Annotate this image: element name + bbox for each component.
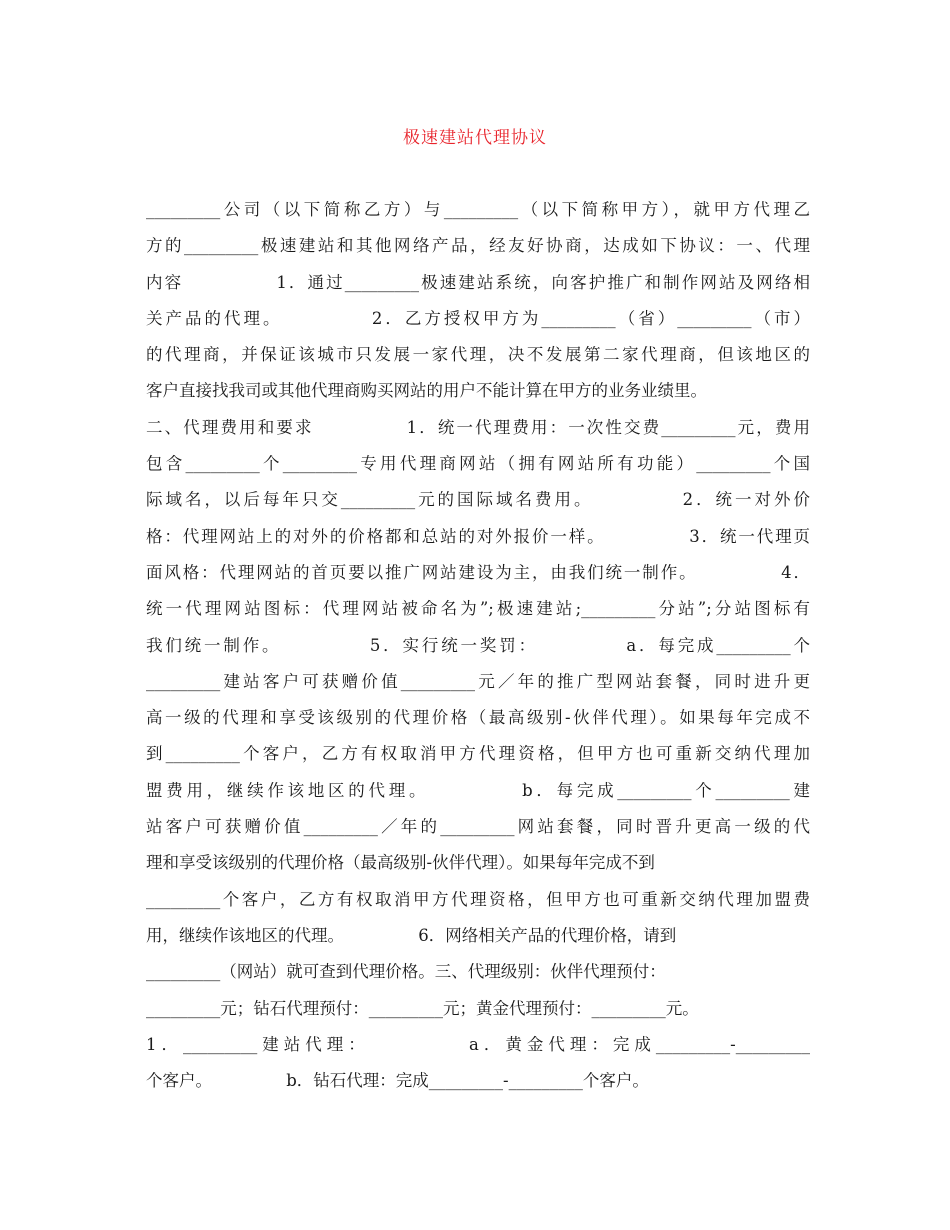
body-line: 的代理商，并保证该城市只发展一家代理，决不发展第二家代理商，但该地区的	[146, 345, 810, 365]
document-title: 极速建站代理协议	[403, 128, 547, 148]
body-line: 统一代理网站图标：代理网站被命名为”;极速建站;_________分站”;分站图标有	[146, 599, 810, 619]
body-line: 理和享受该级别的代理价格（最高级别-伙伴代理）。如果每年完成不到	[146, 853, 655, 873]
body-line: 盟费用，继续作该地区的代理。 b．每完成_________个_________建	[146, 780, 810, 800]
body-line: _________建站客户可获赠价值_________元／年的推广型网站套餐，同时进升更	[146, 671, 810, 691]
body-line: _________（网站）就可查到代理价格。三、代理级别：伙伴代理预付：	[146, 962, 666, 982]
body-line: 格：代理网站上的对外的价格都和总站的对外报价一样。 3．统一代理页	[146, 526, 810, 546]
body-line: _________元；钻石代理预付：_________元；黄金代理预付：_________元。	[146, 998, 699, 1018]
body-line: 用，继续作该地区的代理。 6．网络相关产品的代理价格，请到	[146, 925, 677, 945]
body-line: 际域名，以后每年只交_________元的国际域名费用。 2．统一对外价	[146, 490, 810, 510]
body-line: 关产品的代理。 2．乙方授权甲方为_________（省）_________（市）	[146, 308, 810, 328]
body-line: 1．_________建站代理： a．黄金代理：完成_________-_________	[146, 1034, 810, 1054]
body-line: 我们统一制作。 5．实行统一奖罚： a．每完成_________个	[146, 635, 810, 655]
body-line: 到_________个客户，乙方有权取消甲方代理资格，但甲方也可重新交纳代理加	[146, 744, 810, 764]
body-line: 面风格：代理网站的首页要以推广网站建设为主，由我们统一制作。 4．	[146, 562, 810, 582]
body-line: 高一级的代理和享受该级别的代理价格（最高级别-伙伴代理）。如果每年完成不	[146, 708, 810, 728]
body-line: 包含_________个_________专用代理商网站（拥有网站所有功能）_________个国	[146, 454, 810, 474]
body-line: 站客户可获赠价值_________／年的_________网站套餐，同时晋升更高一级的代	[146, 817, 810, 837]
body-line: _________公司（以下简称乙方）与_________（以下简称甲方），就甲方代理乙	[146, 200, 810, 219]
body-line: 个客户。 b．钻石代理：完成_________-_________个客户。	[146, 1071, 649, 1091]
agreement-body	[146, 192, 810, 1099]
body-line: 方的_________极速建站和其他网络产品，经友好协商，达成如下协议：一、代理	[146, 236, 810, 256]
body-line: _________个客户，乙方有权取消甲方代理资格，但甲方也可重新交纳代理加盟费	[146, 889, 810, 909]
body-line: 二、代理费用和要求 1．统一代理费用：一次性交费_________元，费用	[146, 417, 810, 437]
body-line: 客户直接找我司或其他代理商购买网站的用户不能计算在甲方的业务业绩里。	[146, 381, 707, 401]
body-line: 内容 1．通过_________极速建站系统，向客护推广和制作网站及网络相	[146, 272, 810, 292]
